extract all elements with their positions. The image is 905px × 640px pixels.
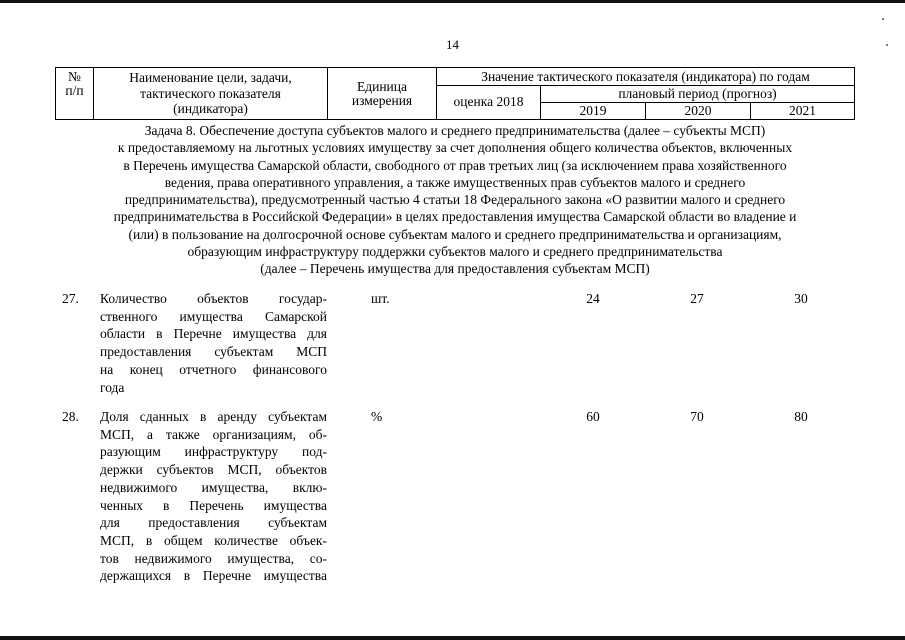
row-name-line: года (100, 379, 125, 395)
row-name-line: Доля сданных в аренду субъектам (100, 409, 327, 424)
scan-speck (882, 18, 884, 20)
task-line: (или) в пользование на долгосрочной основе субъектам малого и среднего предпринимательства и организациям, (128, 226, 782, 242)
header-estimate: оценка 2018 (453, 94, 524, 109)
row-unit: шт. (371, 291, 390, 306)
row-name-line: держащихся в Перечне имущества (100, 568, 327, 584)
row-number: 28. (62, 409, 79, 424)
row-name-line: разующим инфраструктуру под- (100, 444, 327, 460)
row-name-line: ственного имущества Самарской (100, 308, 327, 324)
header-vline (854, 67, 855, 120)
row-value-2021: 30 (794, 291, 808, 306)
header-year-2020: 2020 (684, 103, 712, 118)
row-name-line: недвижимого имущества, вклю- (100, 479, 327, 495)
row-name-line: МСП, а также организациям, об- (100, 426, 327, 442)
scan-bottom-border (0, 636, 905, 640)
header-col-name: Наименование цели, задачи, тактического показателя (индикатора) (129, 70, 292, 116)
row-name-line: ченных в Перечень имущества (100, 497, 327, 513)
row-number: 27. (62, 291, 79, 306)
header-line-bottom (55, 119, 855, 120)
header-col-unit: Единица измерения (351, 79, 413, 108)
row-name-line: держки субъектов МСП, объектов (100, 462, 327, 478)
row-name-line: области в Перечне имущества для (100, 326, 327, 342)
header-year-2019: 2019 (579, 103, 607, 118)
row-value-2019: 24 (586, 291, 600, 306)
row-name-line: Количество объектов государ- (100, 291, 327, 306)
row-value-2020: 27 (690, 291, 704, 306)
row-name-line: тов недвижимого имущества, со- (100, 550, 327, 566)
header-year-2021: 2021 (789, 103, 816, 118)
row-name-line: предоставления субъектам МСП (100, 344, 327, 360)
task-line: в Перечень имущества Самарской области, свободного от прав третьих лиц (за исключением права хозяйственного (123, 157, 787, 173)
task-line: предпринимательства), предусмотренный частью 4 статьи 18 Федерального закона «О развитии малого и среднего (124, 192, 786, 208)
row-value-2021: 80 (794, 409, 808, 424)
task-line: ведения, права оперативного управления, а также имущественных прав субъектов малого и среднего (164, 174, 746, 190)
row-indicator-name (100, 408, 327, 585)
header-line-top (55, 67, 855, 68)
task-line: к предоставляемому на льготных условиях имуществу за счет дополнения общего количества объектов, включенных (117, 140, 793, 156)
scan-top-border (0, 0, 905, 3)
row-name-line: МСП, в общем количестве объек- (100, 532, 327, 548)
task-line: образующим инфраструктуру поддержки субъектов малого и среднего предпринимательства (187, 244, 723, 260)
row-value-2019: 60 (586, 409, 600, 424)
row-indicator-name (100, 290, 327, 396)
task-line: (далее – Перечень имущества для предоставления субъектам МСП) (260, 261, 650, 277)
row-unit: % (371, 409, 383, 424)
header-values-title: Значение тактического показателя (индикатора) по годам (481, 69, 810, 84)
row-name-line: на конец отчетного финансового (100, 361, 327, 377)
task-line: Задача 8. Обеспечение доступа субъектов малого и среднего предпринимательства (далее – субъекты МСП) (144, 123, 766, 138)
row-value-2020: 70 (690, 409, 704, 424)
page-number: 14 (446, 37, 459, 52)
task-line: предпринимательства в Российской Федерации» в целях предоставления имущества Самарской области во владение и (113, 209, 797, 225)
header-col-number: № п/п (65, 69, 84, 98)
row-name-line: для предоставления субъектам (100, 515, 327, 531)
task-description (55, 122, 855, 278)
header-planned-period: плановый период (прогноз) (618, 86, 777, 101)
